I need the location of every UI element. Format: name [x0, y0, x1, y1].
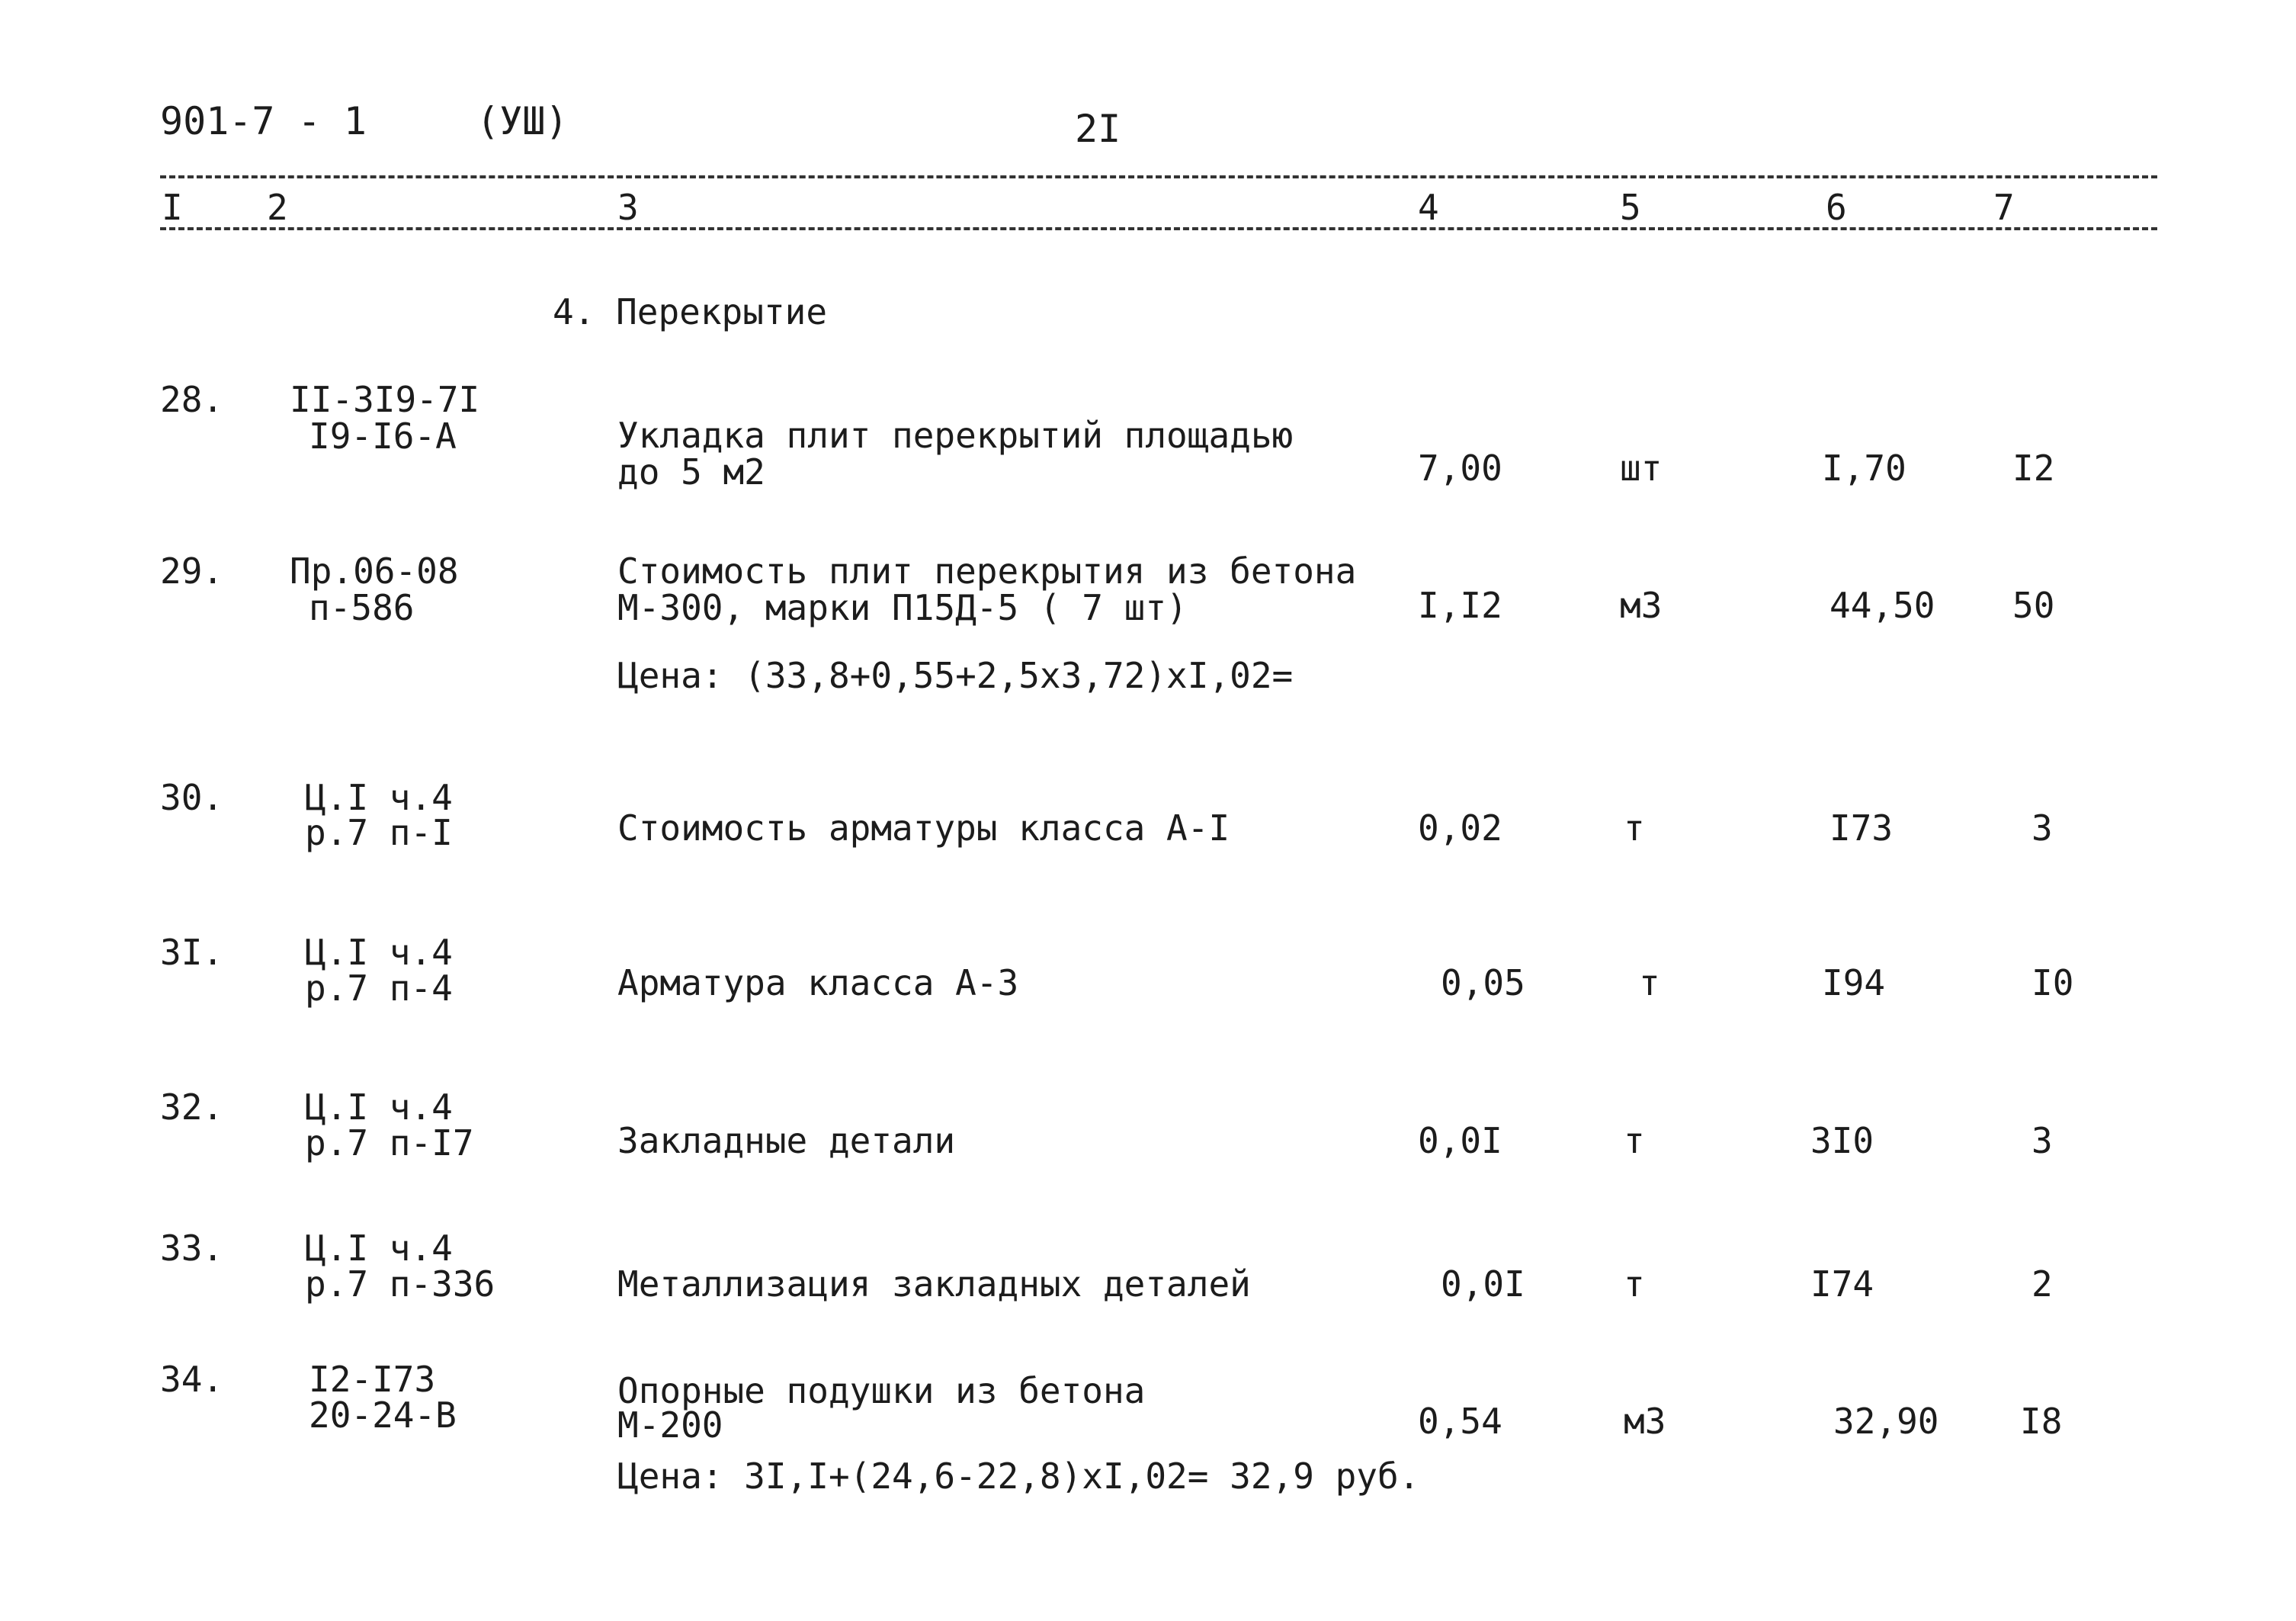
document-series: (УШ) [476, 99, 569, 143]
column-number-7: 7 [1993, 187, 2015, 228]
row-number: 29. [160, 550, 224, 592]
row-number: 28. [160, 379, 224, 420]
section-title: 4. Перекрытие [553, 291, 828, 332]
row-code: р.7 п-I [305, 812, 453, 853]
row-number: 34. [160, 1359, 224, 1400]
header-rule-top [160, 175, 2157, 178]
row-code: I9-I6-A [309, 416, 457, 457]
column-number-3: 3 [617, 187, 639, 228]
row-unit: м3 [1624, 1401, 1666, 1442]
row-price-note: Цена: 3I,I+(24,6-22,8)хI,02= 32,9 руб. [617, 1456, 1420, 1497]
column-number-5: 5 [1620, 187, 1641, 228]
row-unit: т [1624, 1120, 1645, 1161]
row-number: 3I. [160, 932, 224, 973]
row-code: р.7 п-I7 [305, 1122, 474, 1164]
row-total: I2 [2012, 448, 2055, 489]
row-code: Ц.I ч.4 [305, 932, 453, 973]
row-code: Пр.06-08 [290, 550, 459, 592]
row-quantity: 7,00 [1418, 448, 1502, 489]
page-number: 2I [1075, 107, 1121, 151]
row-description: Металлизация закладных деталей [617, 1263, 1251, 1305]
row-quantity: 0,54 [1418, 1401, 1502, 1442]
row-description: М-300, марки П15Д-5 ( 7 шт) [617, 587, 1188, 628]
column-number-4: 4 [1418, 187, 1439, 228]
row-unit: т [1639, 962, 1660, 1003]
column-number-6: 6 [1826, 187, 1847, 228]
document-code: 901-7 - 1 [160, 99, 367, 143]
row-price: 3I0 [1810, 1120, 1874, 1161]
row-code: Ц.I ч.4 [305, 1087, 453, 1128]
row-price: I74 [1810, 1263, 1874, 1305]
row-code: р.7 п-336 [305, 1263, 495, 1305]
row-code: II-3I9-7I [290, 379, 480, 420]
row-price-note: Цена: (33,8+0,55+2,5х3,72)хI,02= [617, 655, 1294, 696]
row-number: 32. [160, 1087, 224, 1128]
column-number-1: I [162, 187, 183, 228]
row-code: р.7 п-4 [305, 968, 453, 1009]
row-description: до 5 м2 [617, 451, 765, 493]
row-price: 44,50 [1829, 585, 1935, 626]
row-code: Ц.I ч.4 [305, 777, 453, 818]
row-code: Ц.I ч.4 [305, 1228, 453, 1269]
row-number: 30. [160, 777, 224, 818]
row-total: I0 [2031, 962, 2074, 1003]
row-unit: шт [1620, 448, 1663, 489]
row-quantity: 0,0I [1418, 1120, 1502, 1161]
row-total: I8 [2020, 1401, 2063, 1442]
row-total: 2 [2031, 1263, 2053, 1305]
row-price: I73 [1829, 807, 1894, 849]
row-description: Укладка плит перекрытий площадью [617, 415, 1294, 456]
row-quantity: 0,05 [1441, 962, 1525, 1003]
row-description: М-200 [617, 1404, 723, 1446]
row-quantity: I,I2 [1418, 585, 1502, 626]
row-price: I94 [1822, 962, 1886, 1003]
row-description: Закладные детали [617, 1120, 956, 1161]
row-price: I,70 [1822, 448, 1906, 489]
row-total: 50 [2012, 585, 2055, 626]
row-unit: т [1624, 807, 1645, 849]
header-rule-bottom [160, 227, 2157, 230]
row-description: Стоимость арматуры класса А-I [617, 807, 1230, 849]
row-code: 20-24-В [309, 1395, 457, 1436]
row-code: п-586 [309, 587, 415, 628]
row-code: I2-I73 [309, 1359, 436, 1400]
row-unit: м3 [1620, 585, 1663, 626]
column-number-2: 2 [267, 187, 288, 228]
row-number: 33. [160, 1228, 224, 1269]
row-description: Опорные подушки из бетона [617, 1370, 1146, 1411]
row-description: Стоимость плит перекрытия из бетона [617, 550, 1357, 592]
row-price: 32,90 [1833, 1401, 1939, 1442]
row-quantity: 0,0I [1441, 1263, 1525, 1305]
row-total: 3 [2031, 807, 2053, 849]
row-total: 3 [2031, 1120, 2053, 1161]
row-unit: т [1624, 1263, 1645, 1305]
row-description: Арматура класса А-3 [617, 962, 1019, 1003]
row-quantity: 0,02 [1418, 807, 1502, 849]
